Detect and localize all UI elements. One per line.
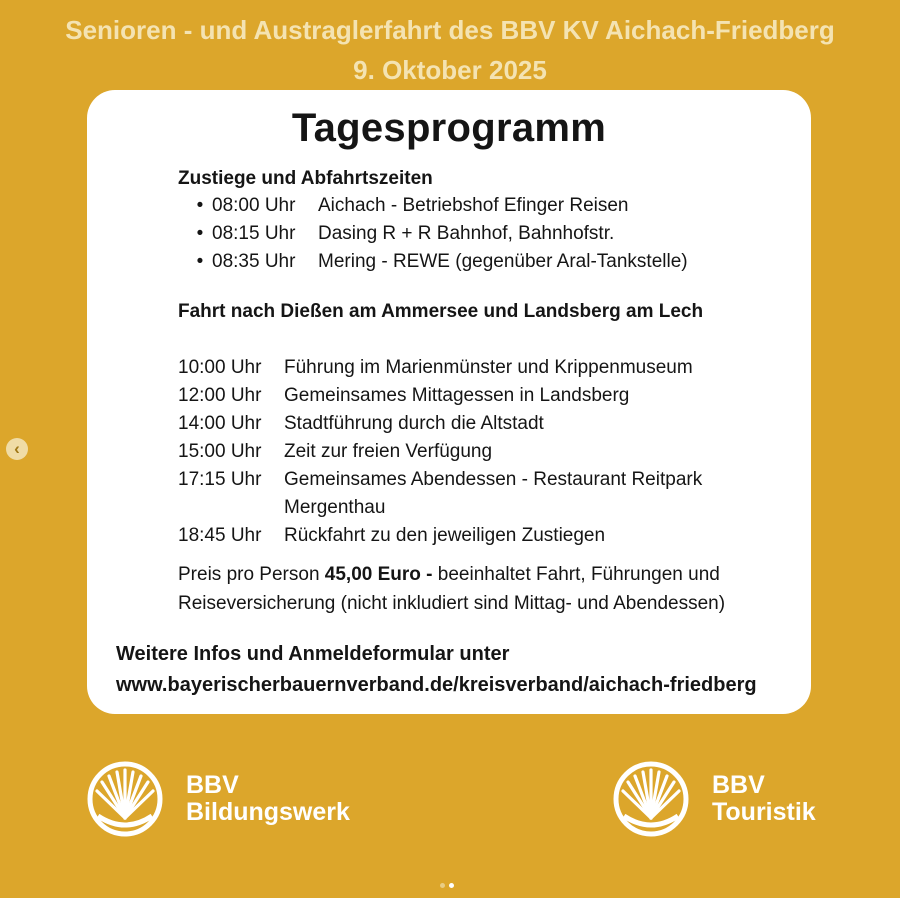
- list-item: [188, 192, 688, 220]
- schedule-time: 10:00 Uhr: [178, 357, 262, 378]
- pagination-dot[interactable]: [440, 883, 445, 888]
- bullet-icon: •: [196, 251, 204, 272]
- page-header: [0, 10, 900, 90]
- more-info-label: Weitere Infos und Anmeldeformular unter: [116, 643, 510, 665]
- price-prefix: Preis pro Person: [178, 564, 325, 585]
- pickup-place: Mering - REWE (gegenüber Aral-Tankstelle): [318, 251, 688, 272]
- logo-text-line1: BBV: [186, 771, 239, 799]
- logo-text-line1: BBV: [712, 771, 765, 799]
- pickup-time: 08:15 Uhr: [212, 223, 296, 244]
- schedule-desc: Rückfahrt zu den jeweiligen Zustiegen: [284, 525, 606, 546]
- pickup-time: 08:00 Uhr: [212, 195, 296, 216]
- bullet-icon: •: [196, 223, 204, 244]
- price-suffix: beeinhaltet Fahrt, Führungen und Reiseversicherung (nicht inkludiert sind Mittag- und Abendessen): [178, 564, 726, 614]
- list-item: [188, 220, 688, 248]
- bbv-touristik-logo: [612, 760, 816, 838]
- more-info-link[interactable]: www.bayerischerbauernverband.de/kreisverband/aichach-friedberg: [116, 674, 757, 696]
- price-text: [178, 560, 778, 618]
- schedule-time: 15:00 Uhr: [178, 441, 262, 462]
- header-date: 9. Oktober 2025: [353, 55, 547, 85]
- logo-text-line2: Bildungswerk: [186, 798, 350, 826]
- schedule-desc: Stadtführung durch die Altstadt: [284, 413, 544, 434]
- trip-heading: Fahrt nach Dießen am Ammersee und Landsberg am Lech: [178, 301, 704, 322]
- schedule-desc: Zeit zur freien Verfügung: [284, 441, 493, 462]
- card-title: Tagesprogramm: [291, 106, 607, 150]
- schedule-time: 14:00 Uhr: [178, 413, 262, 434]
- header-title: Senioren - und Austraglerfahrt des BBV KV Aichach-Friedberg: [65, 15, 835, 45]
- schedule-time: 18:45 Uhr: [178, 525, 262, 546]
- schedule-time: 17:15 Uhr: [178, 469, 262, 490]
- carousel-pagination: [440, 883, 454, 888]
- list-item: [178, 382, 754, 410]
- pickup-heading: Zustiege und Abfahrtszeiten: [178, 168, 433, 189]
- wheat-fan-icon: [86, 760, 164, 838]
- schedule-desc: Gemeinsames Mittagessen in Landsberg: [284, 385, 630, 406]
- list-item: [178, 354, 754, 382]
- pickup-place: Aichach - Betriebshof Efinger Reisen: [318, 195, 629, 216]
- list-item: [178, 410, 754, 438]
- pickup-place: Dasing R + R Bahnhof, Bahnhofstr.: [318, 223, 615, 244]
- wheat-fan-icon: [612, 760, 690, 838]
- list-item: [178, 466, 754, 522]
- pickup-list: [188, 192, 688, 276]
- logo-text-line2: Touristik: [712, 798, 816, 826]
- price-amount: 45,00 Euro -: [324, 564, 433, 585]
- schedule-time: 12:00 Uhr: [178, 385, 262, 406]
- schedule-list: [178, 354, 754, 550]
- list-item: [178, 522, 754, 550]
- pagination-dot-active[interactable]: [449, 883, 454, 888]
- bullet-icon: •: [196, 195, 204, 216]
- schedule-desc: Gemeinsames Abendessen - Restaurant Reitpark Mergenthau: [284, 469, 703, 518]
- list-item: [188, 248, 688, 276]
- program-card: [87, 90, 811, 714]
- schedule-desc: Führung im Marienmünster und Krippenmuseum: [284, 357, 693, 378]
- pickup-time: 08:35 Uhr: [212, 251, 296, 272]
- bbv-bildungswerk-logo: [86, 760, 350, 838]
- list-item: [178, 438, 754, 466]
- more-info: [116, 639, 757, 701]
- chevron-left-icon[interactable]: ‹: [6, 438, 28, 460]
